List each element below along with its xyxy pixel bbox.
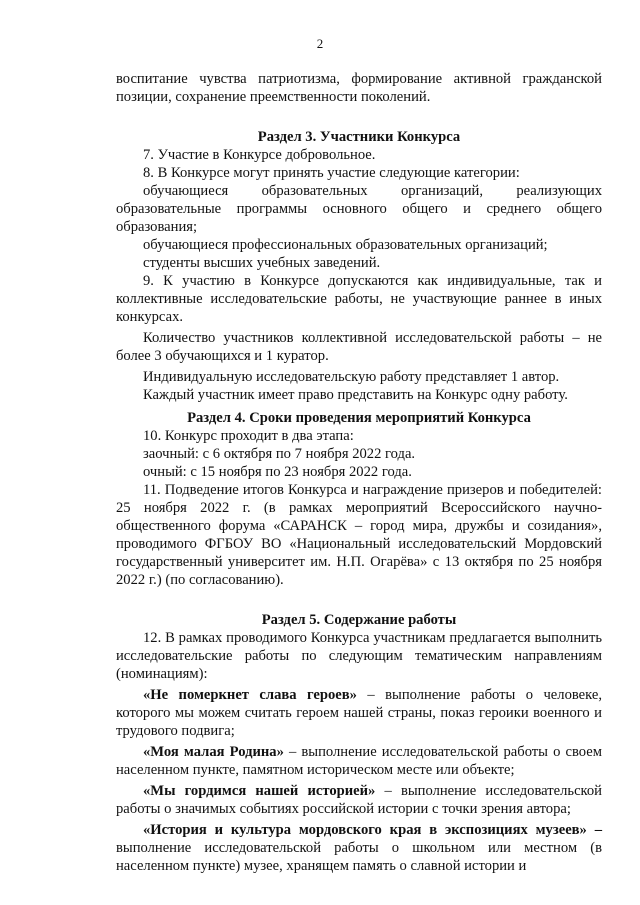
intro-paragraph: воспитание чувства патриотизма, формирование активной гражданской позиции, сохранение преемственности поколений. — [116, 71, 602, 105]
clause-12: 12. В рамках проводимого Конкурса участникам предлагается выполнить исследовательские работы по следующим тематическим направлениям (номинациям): — [116, 630, 602, 682]
category-1: обучающиеся образовательных организаций, реализующих образовательные программы основного общего и среднего общего образования; — [116, 183, 602, 235]
nomination-text: – выполнение исследовательской работы о значимых событиях российской истории с точки зрения автора; — [116, 783, 602, 817]
clause-7: 7. Участие в Конкурсе добровольное. — [143, 147, 376, 163]
nomination-title: «Не померкнет слава героев» — [143, 687, 357, 703]
nomination-text: – выполнение работы о человеке, которого мы можем считать героем нашей страны, показ героики военного и трудового подвига; — [116, 687, 602, 739]
page-number: 2 — [316, 36, 324, 51]
participant-count: Количество участников коллективной исследовательской работы – не более 3 обучающихся и 1 куратор. — [116, 330, 602, 364]
individual-work: Индивидуальную исследовательскую работу представляет 1 автор. — [143, 369, 560, 385]
category-3: студенты высших учебных заведений. — [143, 255, 381, 271]
section-4-heading: Раздел 4. Сроки проведения мероприятий Конкурса — [187, 410, 531, 426]
stage-in-person: очный: с 15 ноября по 23 ноября 2022 года. — [143, 464, 412, 480]
nomination-text: – выполнение исследовательской работы о своем населенном пункте, памятном историческом месте или объекте; — [116, 744, 602, 778]
section-5-heading: Раздел 5. Содержание работы — [261, 612, 457, 628]
stage-correspondence: заочный: с 6 октября по 7 ноября 2022 года. — [143, 446, 416, 462]
nomination-heroes — [116, 686, 602, 740]
nomination-homeland — [116, 743, 602, 779]
one-work-per-participant: Каждый участник имеет право представить на Конкурс одну работу. — [143, 387, 568, 403]
nomination-text: выполнение исследовательской работы о школьном или местном (в населенном пункте) музее, хранящем память о славной истории и — [116, 840, 602, 874]
clause-10: 10. Конкурс проходит в два этапа: — [143, 428, 354, 444]
nomination-history — [116, 782, 602, 818]
nomination-title: «Мы гордимся нашей историей» — [143, 783, 376, 799]
section-3-heading: Раздел 3. Участники Конкурса — [257, 129, 461, 145]
document-body — [116, 70, 602, 875]
category-2: обучающиеся профессиональных образовательных организаций; — [143, 237, 548, 253]
clause-8: 8. В Конкурсе могут принять участие следующие категории: — [143, 165, 520, 181]
clause-9: 9. К участию в Конкурсе допускаются как индивидуальные, так и коллективные исследовательские работы, не участвующие раннее в иных конкурсах. — [116, 273, 602, 325]
clause-11: 11. Подведение итогов Конкурса и награждение призеров и победителей: 25 ноября 2022 г. (в рамках мероприятий Всероссийского научно-общественного форума «САРАНСК – город мира, дружбы и созидания», проводимого ФГБОУ ВО «Национальный исследовательский Мордовский государственный университет им. Н.П. Огарёва» с 13 октября по 25 ноября 2022 г.) (по согласованию). — [116, 482, 602, 588]
nomination-title: «История и культура мордовского края в экспозициях музеев» – — [143, 822, 602, 838]
nomination-museums — [116, 821, 602, 875]
nomination-title: «Моя малая Родина» — [143, 744, 284, 760]
